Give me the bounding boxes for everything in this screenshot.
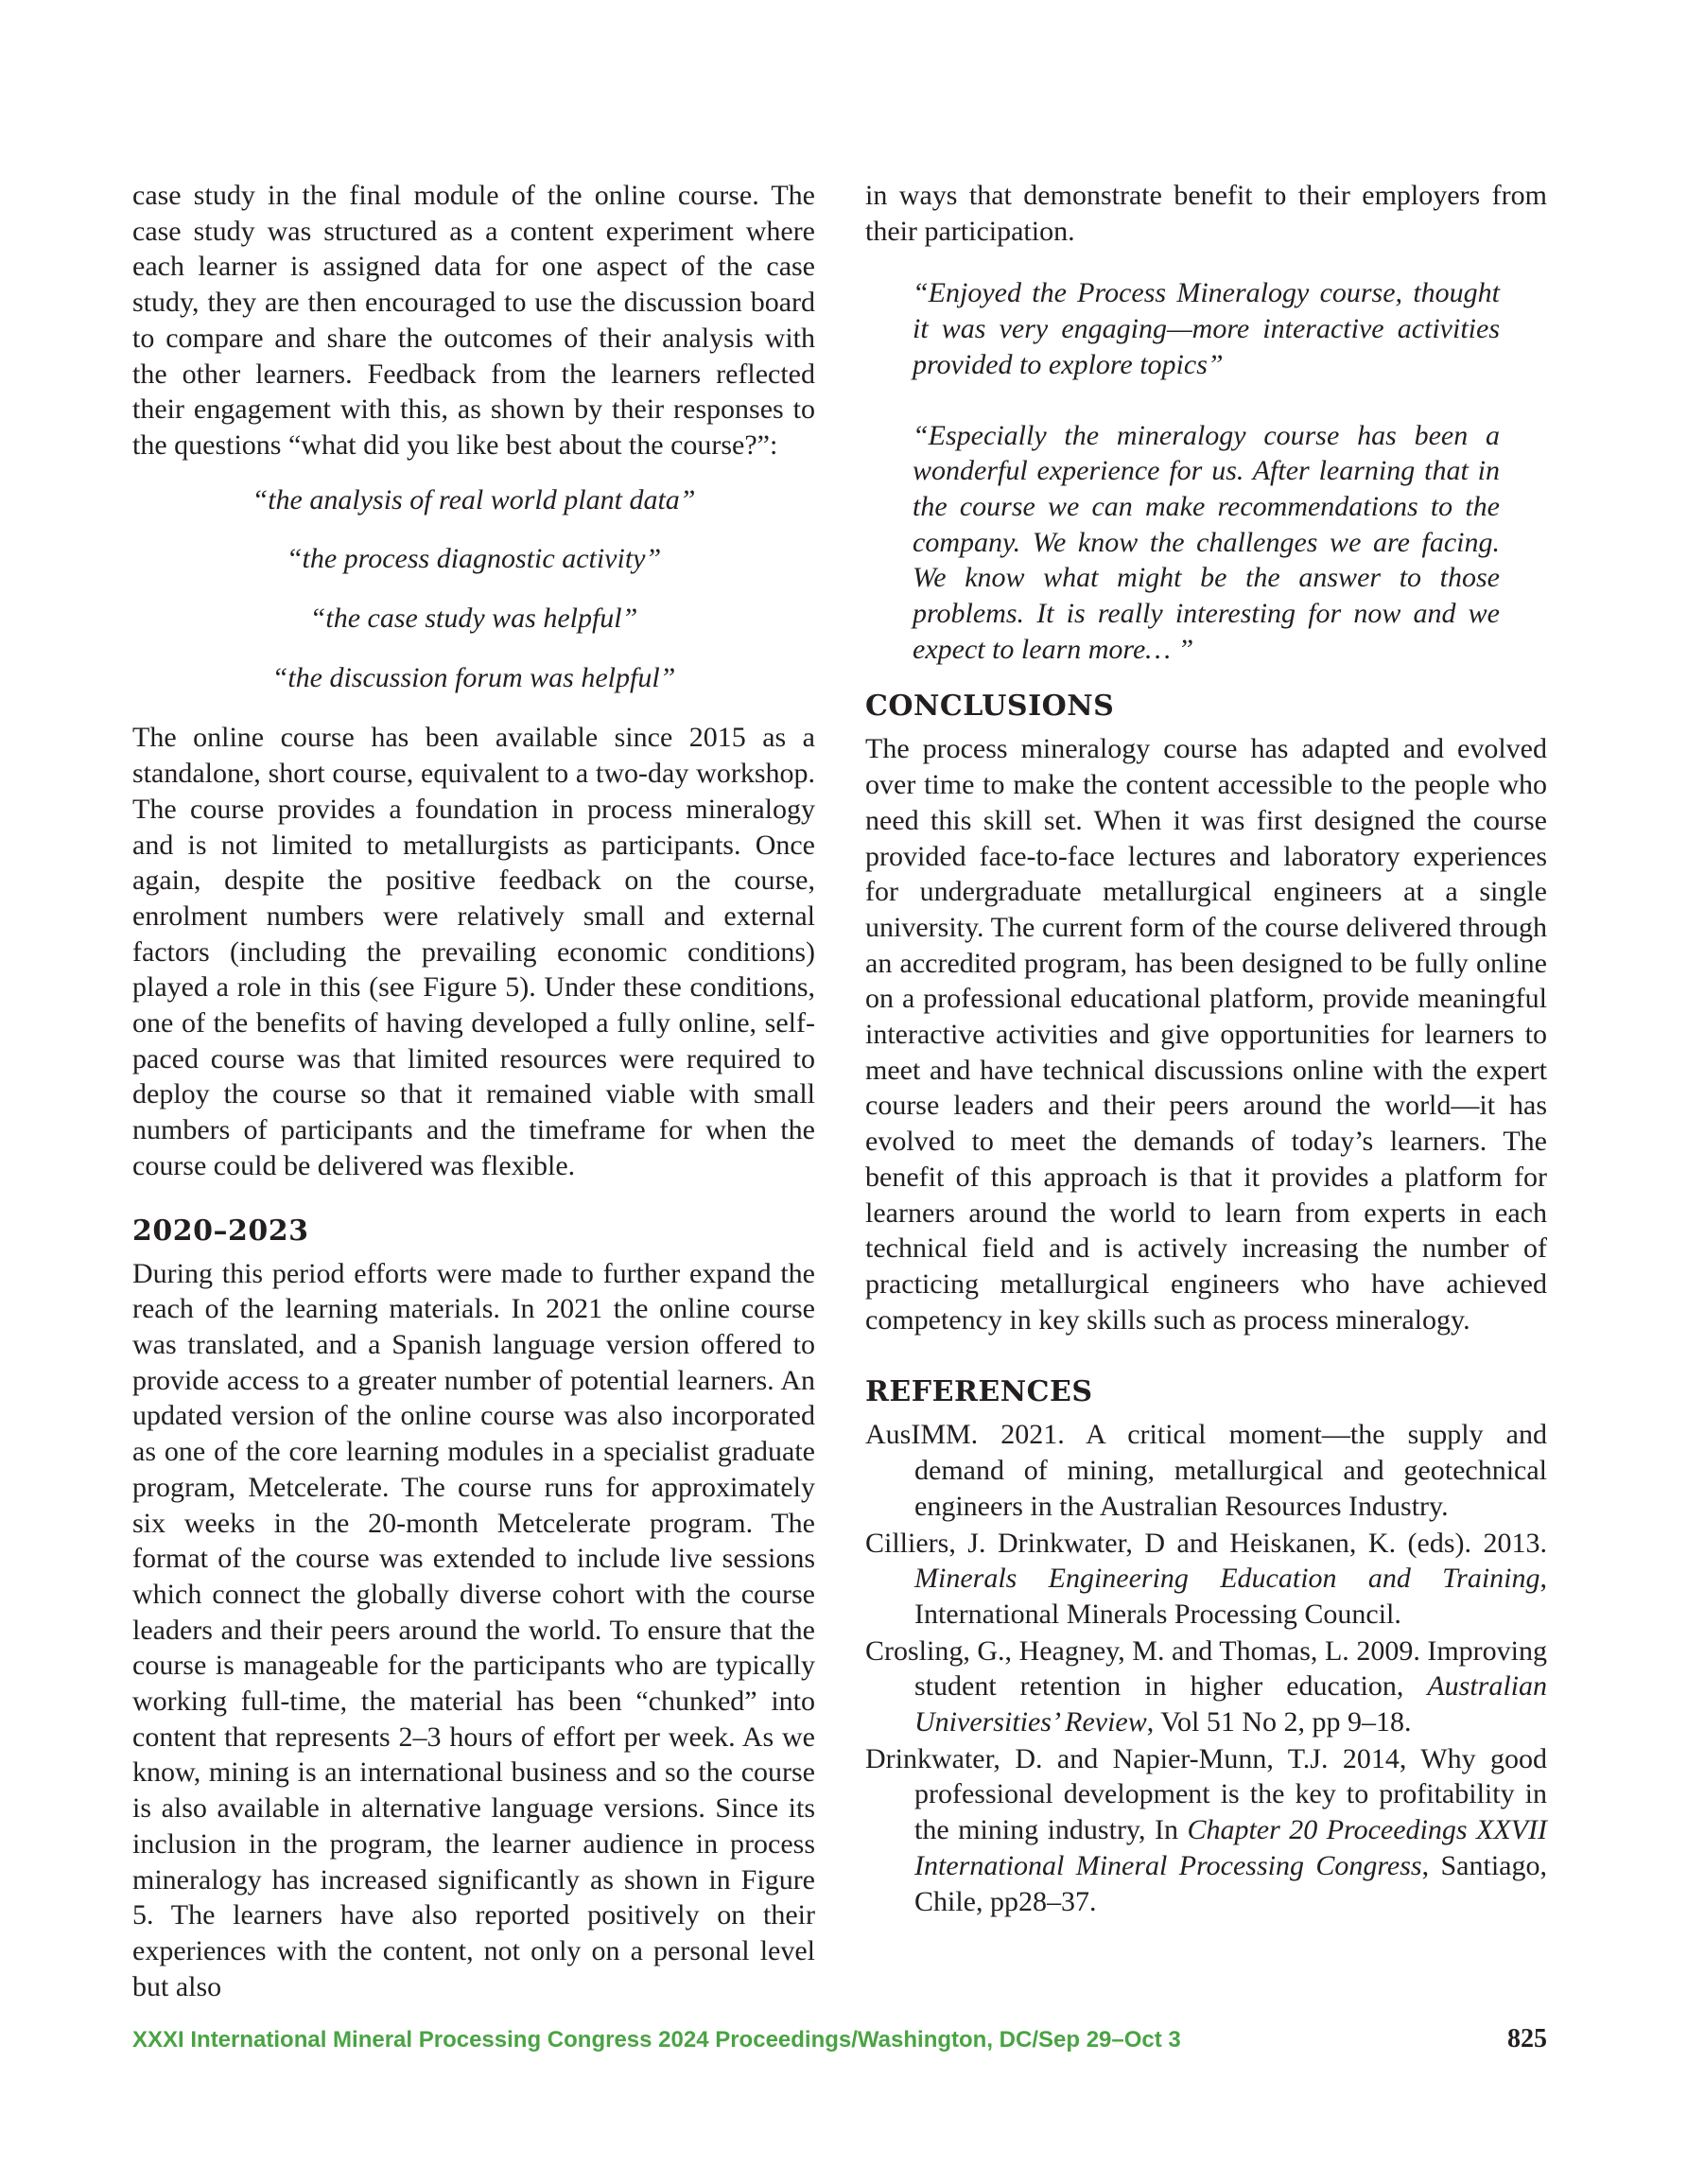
reference-item — [865, 1526, 1547, 1633]
reference-title: Australian Universities’ Review — [914, 1670, 1547, 1738]
reference-title: Chapter 20 Proceedings XXVII International Mineral Processing Congress — [914, 1814, 1547, 1881]
reference-item — [865, 1417, 1547, 1524]
footer-conference-title: XXXI International Mineral Processing Congress 2024 Proceedings/Washington, DC/Sep 29–Oct 3 — [132, 2027, 1181, 2053]
conclusions-paragraph: The process mineralogy course has adapted and evolved over time to make the content accessible to the people who need this skill set. When it was first designed the course provided face-to-face lectures and laboratory experiences for undergraduate metallurgical engineers at a single university. The current form of the course delivered through an accredited program, has been designed to be fully online on a professional educational platform, provide meaningful interactive activities and give opportunities for learners to meet and have technical discussions online with the expert course leaders and their peers around the world—it has evolved to meet the demands of today’s learners. The benefit of this approach is that it provides a platform for learners around the world to learn from experts in each technical field and is actively increasing the number of practicing metallurgical engineers who have achieved competency in key skills such as process mineralogy. — [865, 733, 1547, 1336]
page-number: 825 — [1507, 2024, 1547, 2053]
reference-text: Cilliers, J. Drinkwater, D and Heiskanen, K. (eds). 2013. — [865, 1527, 1547, 1559]
reference-list — [865, 1417, 1547, 1919]
reference-text: , Vol 51 No 2, pp 9–18. — [1146, 1706, 1412, 1738]
reference-title: Minerals Engineering Education and Training — [914, 1563, 1540, 1595]
learner-quote: “the analysis of real world plant data” — [252, 483, 696, 515]
reference-text: Crosling, G., Heagney, M. and Thomas, L. 2009. Improving student retention in higher education, — [865, 1634, 1547, 1703]
learner-quote: “the discussion forum was helpful” — [271, 661, 676, 693]
learner-quote: “the case study was helpful” — [309, 603, 638, 635]
reference-text: AusIMM. 2021. A critical moment—the supply and demand of mining, metallurgical and geotechnical engineers in the Australian Resources Industry. — [865, 1419, 1547, 1522]
learner-quotes — [132, 482, 815, 696]
section-heading-references: REFERENCES — [865, 1375, 1093, 1409]
learner-quote: “the process diagnostic activity” — [286, 543, 662, 575]
reference-text: , International Minerals Processing Council. — [914, 1563, 1547, 1630]
reference-item — [865, 1634, 1547, 1740]
page-footer — [132, 2024, 1547, 2054]
reference-text: Drinkwater, D. and Napier-Munn, T.J. 2014, Why good professional development is the key to profitability in the mining industry, In — [865, 1742, 1547, 1846]
reference-item — [865, 1741, 1547, 1920]
block-quote: “Especially the mineralogy course has been a wonderful experience for us. After learning that in the course we can make recommendations to the company. We know the challenges we are facing. We know what might be the answer to those problems. It is really interesting for now and we expect to learn more… ” — [913, 419, 1500, 665]
body-paragraph: case study in the final module of the online course. The case study was structured as a content experiment where each learner is assigned data for one aspect of the case study, they are then encouraged to use the discussion board to compare and share the outcomes of their analysis with the other learners. Feedback from the learners reflected their engagement with this, as shown by their responses to the questions “what did you like best about the course?”: — [132, 180, 815, 461]
section-heading-conclusions: CONCLUSIONS — [865, 690, 1115, 724]
section-heading-2020-2023: 2020–2023 — [132, 1214, 309, 1248]
body-paragraph: The online course has been available since 2015 as a standalone, short course, equivalent to a two-day workshop. The course provides a foundation in process mineralogy and is not limited to metallurgists as participants. Once again, despite the positive feedback on the course, enrolment numbers were relatively small and external factors (including the prevailing economic conditions) played a role in this (see Figure 5). Under these conditions, one of the benefits of having developed a fully online, self-paced course was that limited resources were required to deploy the course so that it remained viable with small numbers of participants and the timeframe for when the course could be delivered was flexible. — [132, 722, 815, 1181]
body-paragraph: During this period efforts were made to further expand the reach of the learning materials. In 2021 the online course was translated, and a Spanish language version offered to provide access to a greater number of potential learners. An updated version of the online course was also incorporated as one of the core learning modules in a specialist graduate program, Metcelerate. The course runs for approximately six weeks in the 20-month Metcelerate program. The format of the course was extended to include live sessions which connect the globally diverse cohort with the course leaders and their peers around the world. To ensure that the course is manageable for the participants who are typically working full-time, the material has been “chunked” into content that represents 2–3 hours of effort per week. As we know, mining is an international business and so the course is also available in alternative language versions. Since its inclusion in the program, the learner audience in process mineralogy has increased significantly as shown in Figure 5. The learners have also reported positively on their experiences with the content, not only on a personal level but also — [132, 1257, 815, 2002]
block-quote: “Enjoyed the Process Mineralogy course, thought it was very engaging—more interactive activities provided to explore topics” — [913, 277, 1500, 380]
left-column — [132, 178, 815, 2004]
body-paragraph: in ways that demonstrate benefit to their employers from their participation. — [865, 180, 1547, 247]
reference-text: , Santiago, Chile, pp28–37. — [914, 1849, 1547, 1917]
right-column — [865, 178, 1547, 1920]
